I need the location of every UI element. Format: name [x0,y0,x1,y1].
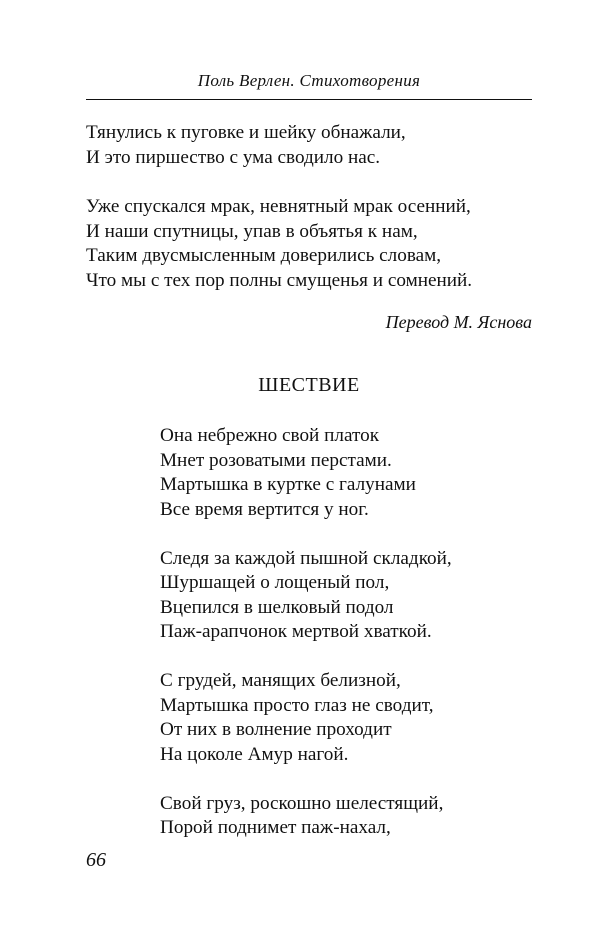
verse-line: Мартышка просто глаз не сводит, [160,694,434,716]
verse-line: И это пиршество с ума сводило нас. [86,146,381,168]
stanza-break [160,645,540,670]
verse-line: Уже спускался мрак, невнятный мрак осенний, [86,196,471,217]
poem-body [160,424,540,841]
running-header: Поль Верлен. Стихотворения [197,71,421,90]
stanza [160,424,540,522]
header-rule [86,99,532,100]
stanza [160,669,540,767]
verse-line: Паж-арапчонок мертвой хваткой. [160,621,432,642]
poem-title: ШЕСТВИЕ [258,374,360,396]
verse-line: Таким двусмысленным доверились словам, [86,245,442,266]
previous-poem-ending [86,121,536,293]
stanza [160,792,540,841]
verse-line: Следя за каждой пышной складкой, [160,547,452,569]
verse-line: От них в волнение проходит [160,719,392,740]
stanza [86,195,536,293]
verse-line: Она небрежно свой платок [160,425,380,446]
verse-line: Порой поднимет паж-нахал, [160,817,391,838]
verse-line: Вцепился в шелковый подол [160,596,394,618]
stanza-break [160,767,540,792]
stanza [86,121,536,170]
verse-line: Шуршащей о лощеный пол, [160,572,390,593]
verse-line: Свой груз, роскошно шелестящий, [160,792,444,814]
verse-line: Все время вертится у ног. [160,498,369,520]
verse-line: Что мы с тех пор полны смущенья и сомнений. [86,269,473,291]
stanza [160,547,540,645]
verse-line: Тянулись к пуговке и шейку обнажали, [86,122,406,143]
verse-line: Мнет розоватыми перстами. [160,449,392,471]
verse-line: С грудей, манящих белизной, [160,670,401,691]
verse-line: Мартышка в куртке с галунами [160,474,416,495]
verse-line: И наши спутницы, упав в объятья к нам, [86,220,418,242]
stanza-break [160,522,540,547]
page-number: 66 [86,849,106,871]
translator-credit: Перевод М. Яснова [385,312,532,332]
stanza-break [86,170,536,195]
verse-line: На цоколе Амур нагой. [160,743,349,765]
